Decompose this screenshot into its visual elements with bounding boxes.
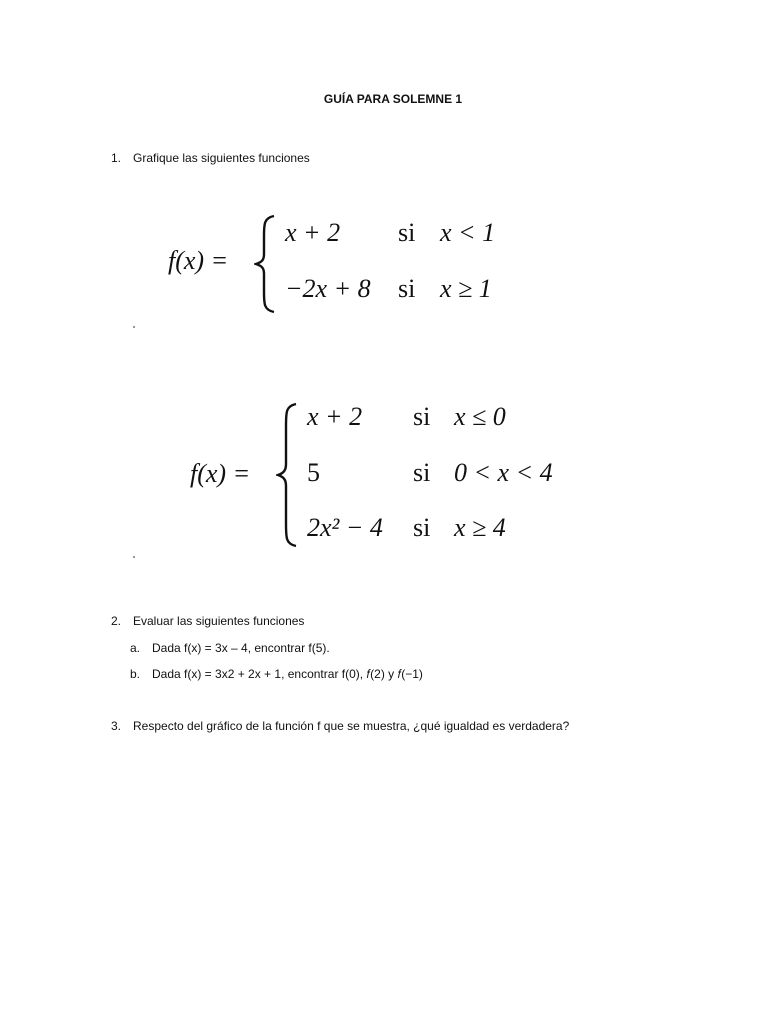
function-1-row-2-si: si bbox=[398, 274, 416, 303]
function-2-row-3-si: si bbox=[413, 513, 431, 542]
question-1-text: Grafique las siguientes funciones bbox=[133, 151, 310, 165]
function-2-row-3-expr: 2x² − 4 bbox=[307, 513, 383, 542]
function-1-row-1-si: si bbox=[398, 218, 416, 247]
question-2-text: Evaluar las siguientes funciones bbox=[133, 614, 305, 628]
function-1-row-2-expr: −2x + 8 bbox=[285, 274, 371, 303]
function-2-row-2-si: si bbox=[413, 458, 431, 487]
stray-mark bbox=[133, 556, 135, 558]
function-2-brace bbox=[276, 402, 300, 548]
function-2-row-1-cond: x ≤ 0 bbox=[454, 402, 506, 431]
function-1-row-1-cond: x < 1 bbox=[440, 218, 496, 247]
function-1-brace bbox=[254, 214, 278, 314]
function-2-lhs: f(x) = bbox=[190, 459, 251, 488]
question-1-number: 1. bbox=[111, 151, 122, 165]
question-2a-letter: a. bbox=[130, 641, 141, 655]
function-1-row-2-cond: x ≥ 1 bbox=[440, 274, 492, 303]
question-2b-text: Dada f(x) = 3x2 + 2x + 1, encontrar f(0), 𝑓(2) y 𝑓(−1) bbox=[152, 667, 423, 681]
stray-mark bbox=[133, 326, 135, 328]
function-2-row-2-expr: 5 bbox=[307, 458, 320, 487]
function-2-row-1-si: si bbox=[413, 402, 431, 431]
page-title: GUÍA PARA SOLEMNE 1 bbox=[323, 92, 463, 106]
question-2b-letter: b. bbox=[130, 667, 141, 681]
question-3-text: Respecto del gráfico de la función f que se muestra, ¿qué igualdad es verdadera? bbox=[133, 719, 570, 733]
function-1-lhs: f(x) = bbox=[168, 246, 229, 275]
question-2-number: 2. bbox=[111, 614, 122, 628]
function-2-row-2-cond: 0 < x < 4 bbox=[454, 458, 553, 487]
function-2-row-1-expr: x + 2 bbox=[307, 402, 363, 431]
function-2-row-3-cond: x ≥ 4 bbox=[454, 513, 506, 542]
function-1-row-1-expr: x + 2 bbox=[285, 218, 341, 247]
question-2a-text: Dada f(x) = 3x – 4, encontrar f(5). bbox=[152, 641, 330, 655]
question-3-number: 3. bbox=[111, 719, 122, 733]
